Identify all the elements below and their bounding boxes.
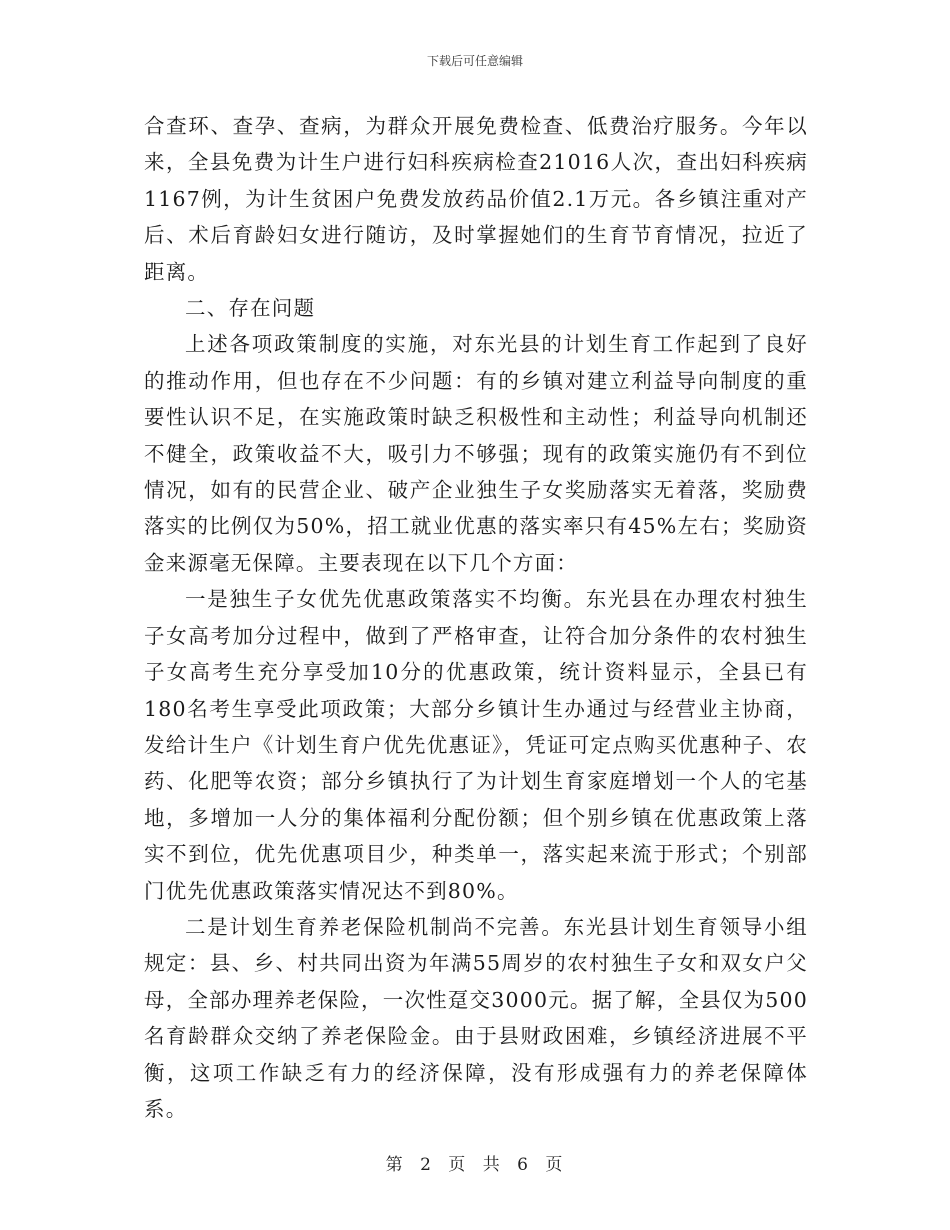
paragraph-1: 合查环、查孕、查病，为群众开展免费检查、低费治疗服务。今年以来，全县免费为计生户进行妇科疾病检查21016人次，查出妇科疾病1167例，为计生贫困户免费发放药品价值2.1万元。各乡镇注重对产后、术后育龄妇女进行随访，及时掌握她们的生育节育情况，拉近了距离。 xyxy=(144,114,808,284)
section-heading-problems: 二、存在问题 xyxy=(185,296,316,321)
footer-total-prefix: 共 xyxy=(482,1155,502,1175)
footer-total-pages: 6 xyxy=(517,1155,530,1175)
paragraph-5: 二是计划生育养老保险机制尚不完善。东光县计划生育领导小组规定：县、乡、村共同出资为年满55周岁的农村独生子女和双女户父母，全部办理养老保险，一次性趸交3000元。据了解，全县仅为500名育龄群众交纳了养老保险金。由于县财政困难，乡镇经济进展不平衡，这项工作缺乏有力的经济保障，没有形成强有力的养老保障体系。 xyxy=(144,914,808,1121)
footer-suffix: 页 xyxy=(545,1155,565,1175)
footer-mid: 页 xyxy=(448,1155,468,1175)
page-header: 下载后可任意编辑 xyxy=(426,54,523,68)
paragraph-4: 一是独生子女优先优惠政策落实不均衡。东光县在办理农村独生子女高考加分过程中，做到了严格审查，让符合加分条件的农村独生子女高考生充分享受加10分的优惠政策，统计资料显示，全县已有180名考生享受此项政策；大部分乡镇计生办通过与经营业主协商，发给计生户《计划生育户优先优惠证》，凭证可定点购买优惠种子、农药、化肥等农资；部分乡镇执行了为计划生育家庭增划一个人的宅基地，多增加一人分的集体福利分配份额；但个别乡镇在优惠政策上落实不到位，优先优惠项目少，种类单一，落实起来流于形式；个别部门优先优惠政策落实情况达不到80%。 xyxy=(144,587,808,903)
footer-prefix: 第 xyxy=(385,1155,405,1175)
page-footer xyxy=(0,1150,950,1175)
footer-current-page: 2 xyxy=(420,1155,433,1175)
document-body xyxy=(144,108,808,1127)
paragraph-3: 上述各项政策制度的实施，对东光县的计划生育工作起到了良好的推动作用，但也存在不少问题：有的乡镇对建立利益导向制度的重要性认识不足，在实施政策时缺乏积极性和主动性；利益导向机制还不健全，政策收益不大，吸引力不够强；现有的政策实施仍有不到位情况，如有的民营企业、破产企业独生子女奖励落实无着落，奖励费落实的比例仅为50%，招工就业优惠的落实率只有45%左右；奖励资金来源毫无保障。主要表现在以下几个方面： xyxy=(144,332,808,575)
